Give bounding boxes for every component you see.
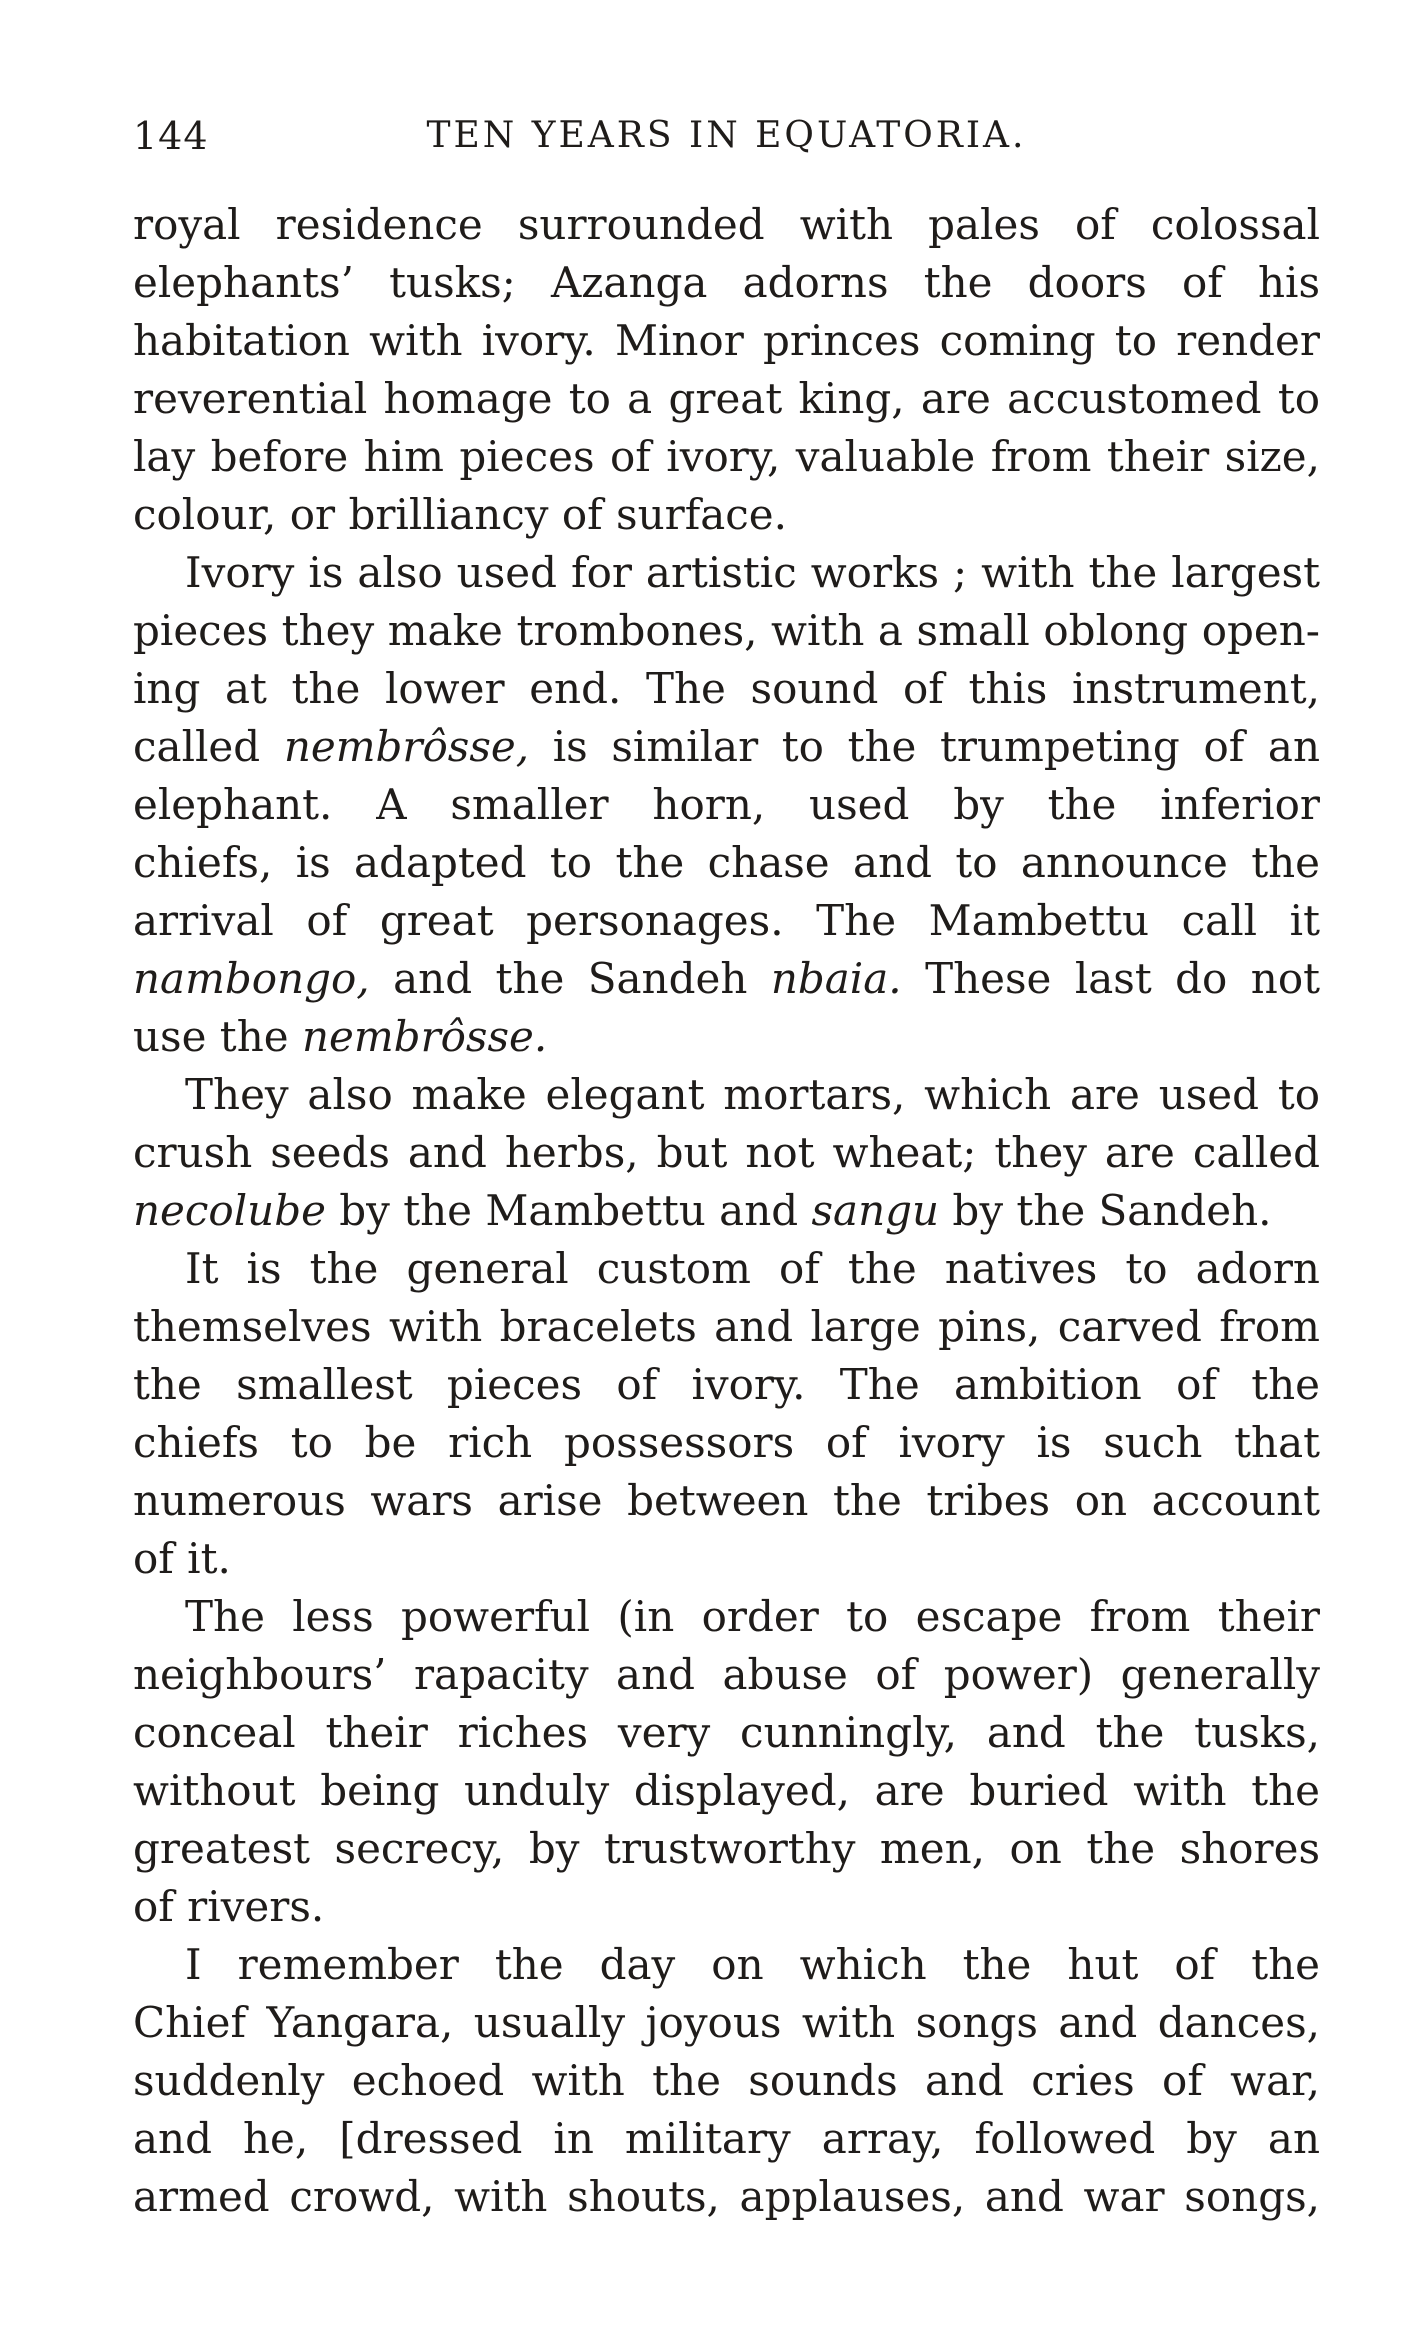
text-line: neighbours’ rapacity and abuse of power) generally xyxy=(133,1650,1320,1699)
text-line: and he, [dressed in military array, followed by an xyxy=(133,2114,1320,2163)
text-line: They also make elegant mortars, which are used to xyxy=(185,1070,1320,1119)
italic-term: necolube xyxy=(133,1186,326,1235)
page-header xyxy=(133,110,1320,170)
running-title: TEN YEARS IN EQUATORIA. xyxy=(426,115,1027,156)
text-run: and the Sandeh xyxy=(369,954,771,1003)
text-line: arrival of great personages. The Mambettu call it xyxy=(133,896,1320,945)
text-line: suddenly echoed with the sounds and cries of war, xyxy=(133,2056,1320,2105)
text-line: habitation with ivory. Minor princes coming to render xyxy=(133,316,1320,365)
body-text xyxy=(133,196,1320,2226)
text-line: reverential homage to a great king, are accustomed to xyxy=(133,374,1320,423)
text-run: These last do not xyxy=(901,954,1320,1003)
text-line: elephant. A smaller horn, used by the inferior xyxy=(133,780,1320,829)
text-line: chiefs, is adapted to the chase and to announce the xyxy=(133,838,1320,887)
text-line xyxy=(133,718,1320,776)
text-line: I remember the day on which the hut of the xyxy=(185,1940,1320,1989)
italic-term: nambongo, xyxy=(133,954,370,1003)
italic-term: sangu xyxy=(811,1186,940,1235)
italic-term: nbaia. xyxy=(770,954,902,1003)
italic-term: nembrôsse. xyxy=(301,1012,548,1061)
text-line xyxy=(133,1182,1320,1240)
page-number: 144 xyxy=(133,114,209,158)
text-line: themselves with bracelets and large pins, carved from xyxy=(133,1302,1320,1351)
text-run: by the Mambettu and xyxy=(325,1186,812,1235)
text-line: armed crowd, with shouts, applauses, and war songs, xyxy=(133,2172,1320,2221)
text-line: ing at the lower end. The sound of this instrument, xyxy=(133,664,1320,713)
text-line: pieces they make trombones, with a small oblong open- xyxy=(133,606,1320,655)
text-line: chiefs to be rich possessors of ivory is such that xyxy=(133,1418,1320,1467)
italic-term: nembrôsse, xyxy=(283,722,530,771)
text-line: crush seeds and herbs, but not wheat; they are called xyxy=(133,1128,1320,1177)
text-line: Ivory is also used for artistic works ; with the largest xyxy=(185,548,1320,597)
text-line: greatest secrecy, by trustworthy men, on the shores xyxy=(133,1824,1320,1873)
text-line: It is the general custom of the natives to adorn xyxy=(185,1244,1320,1293)
text-run: use the xyxy=(133,1012,302,1061)
text-line: the smallest pieces of ivory. The ambition of the xyxy=(133,1360,1320,1409)
text-run: is similar to the trumpeting of an xyxy=(529,722,1320,771)
text-line: royal residence surrounded with pales of colossal xyxy=(133,200,1320,249)
text-line: elephants’ tusks; Azanga adorns the doors of his xyxy=(133,258,1320,307)
text-run: called xyxy=(133,722,284,771)
text-line xyxy=(133,950,1320,1008)
text-run: by the Sandeh. xyxy=(939,1186,1272,1235)
text-line: numerous wars arise between the tribes on account xyxy=(133,1476,1320,1525)
text-line xyxy=(133,1008,1320,1066)
text-line: colour, or brilliancy of surface. xyxy=(133,490,788,539)
text-line: lay before him pieces of ivory, valuable from their size, xyxy=(133,432,1320,481)
text-line: of it. xyxy=(133,1534,231,1583)
text-line: conceal their riches very cunningly, and the tusks, xyxy=(133,1708,1320,1757)
text-line: The less powerful (in order to escape from their xyxy=(185,1592,1320,1641)
text-line: Chief Yangara, usually joyous with songs and dances, xyxy=(133,1998,1320,2047)
text-line: without being unduly displayed, are buried with the xyxy=(133,1766,1320,1815)
text-line: of rivers. xyxy=(133,1882,325,1931)
